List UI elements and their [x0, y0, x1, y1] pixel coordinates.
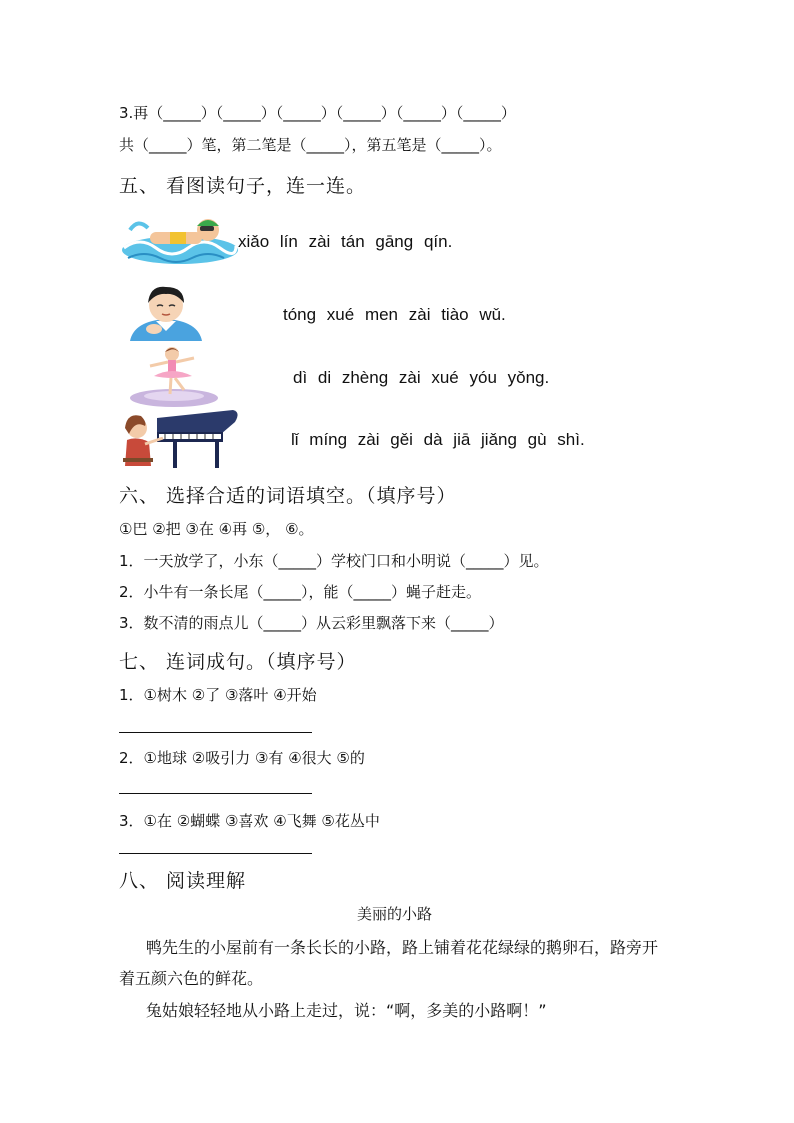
sentence-2: tóng xué men zài tiào wǔ. — [283, 305, 506, 324]
answer-line-1[interactable] — [119, 732, 312, 733]
section7-heading: 七、 连词成句。（填序号） — [119, 651, 357, 673]
section6-heading: 六、 选择合适的词语填空。（填序号） — [119, 485, 457, 507]
sentence-4: lǐ míng zài gěi dà jiā jiǎng gù shì. — [291, 430, 585, 449]
section7-item-2: 2．①地球 ②吸引力 ③有 ④很大 ⑤的 — [119, 749, 365, 767]
q3-line1: 3.再（_____）（_____）（_____）（_____）（_____）（_____） — [119, 104, 516, 122]
piano-player-picture — [117, 404, 241, 470]
q3-line2: 共（_____）笔，第二笔是（_____），第五笔是（_____）。 — [119, 136, 502, 154]
passage-para1-line1: 鸭先生的小屋前有一条长长的小路，路上铺着花花绿绿的鹅卵石，路旁开 — [146, 938, 659, 957]
passage-para2: 兔姑娘轻轻地从小路上走过，说：“啊，多美的小路啊！” — [146, 1001, 547, 1020]
sentence-1: xiǎo lín zài tán gāng qín. — [238, 232, 453, 251]
section7-item-3: 3．①在 ②蝴蝶 ③喜欢 ④飞舞 ⑤花丛中 — [119, 812, 380, 830]
ballet-dancer-picture — [124, 344, 222, 408]
section6-item-1: 1．一天放学了，小东（_____）学校门口和小明说（_____）见。 — [119, 552, 549, 570]
answer-line-2[interactable] — [119, 793, 312, 794]
section5-heading: 五、 看图读句子，连一连。 — [119, 175, 367, 197]
section6-options: ①巴 ②把 ③在 ④再 ⑤， ⑥。 — [119, 520, 314, 538]
passage-para1-line2: 着五颜六色的鲜花。 — [119, 969, 264, 988]
section6-item-3: 3．数不清的雨点儿（_____）从云彩里飘落下来（_____） — [119, 614, 504, 632]
boy-talking-picture — [126, 285, 206, 341]
passage-title: 美丽的小路 — [357, 905, 433, 923]
swimmer-picture — [120, 208, 238, 268]
section8-heading: 八、 阅读理解 — [119, 870, 247, 892]
answer-line-3[interactable] — [119, 853, 312, 854]
sentence-3: dì di zhèng zài xué yóu yǒng. — [293, 368, 550, 387]
section6-item-2: 2．小牛有一条长尾（_____），能（_____）蝇子赶走。 — [119, 583, 482, 601]
section7-item-1: 1．①树木 ②了 ③落叶 ④开始 — [119, 686, 317, 704]
